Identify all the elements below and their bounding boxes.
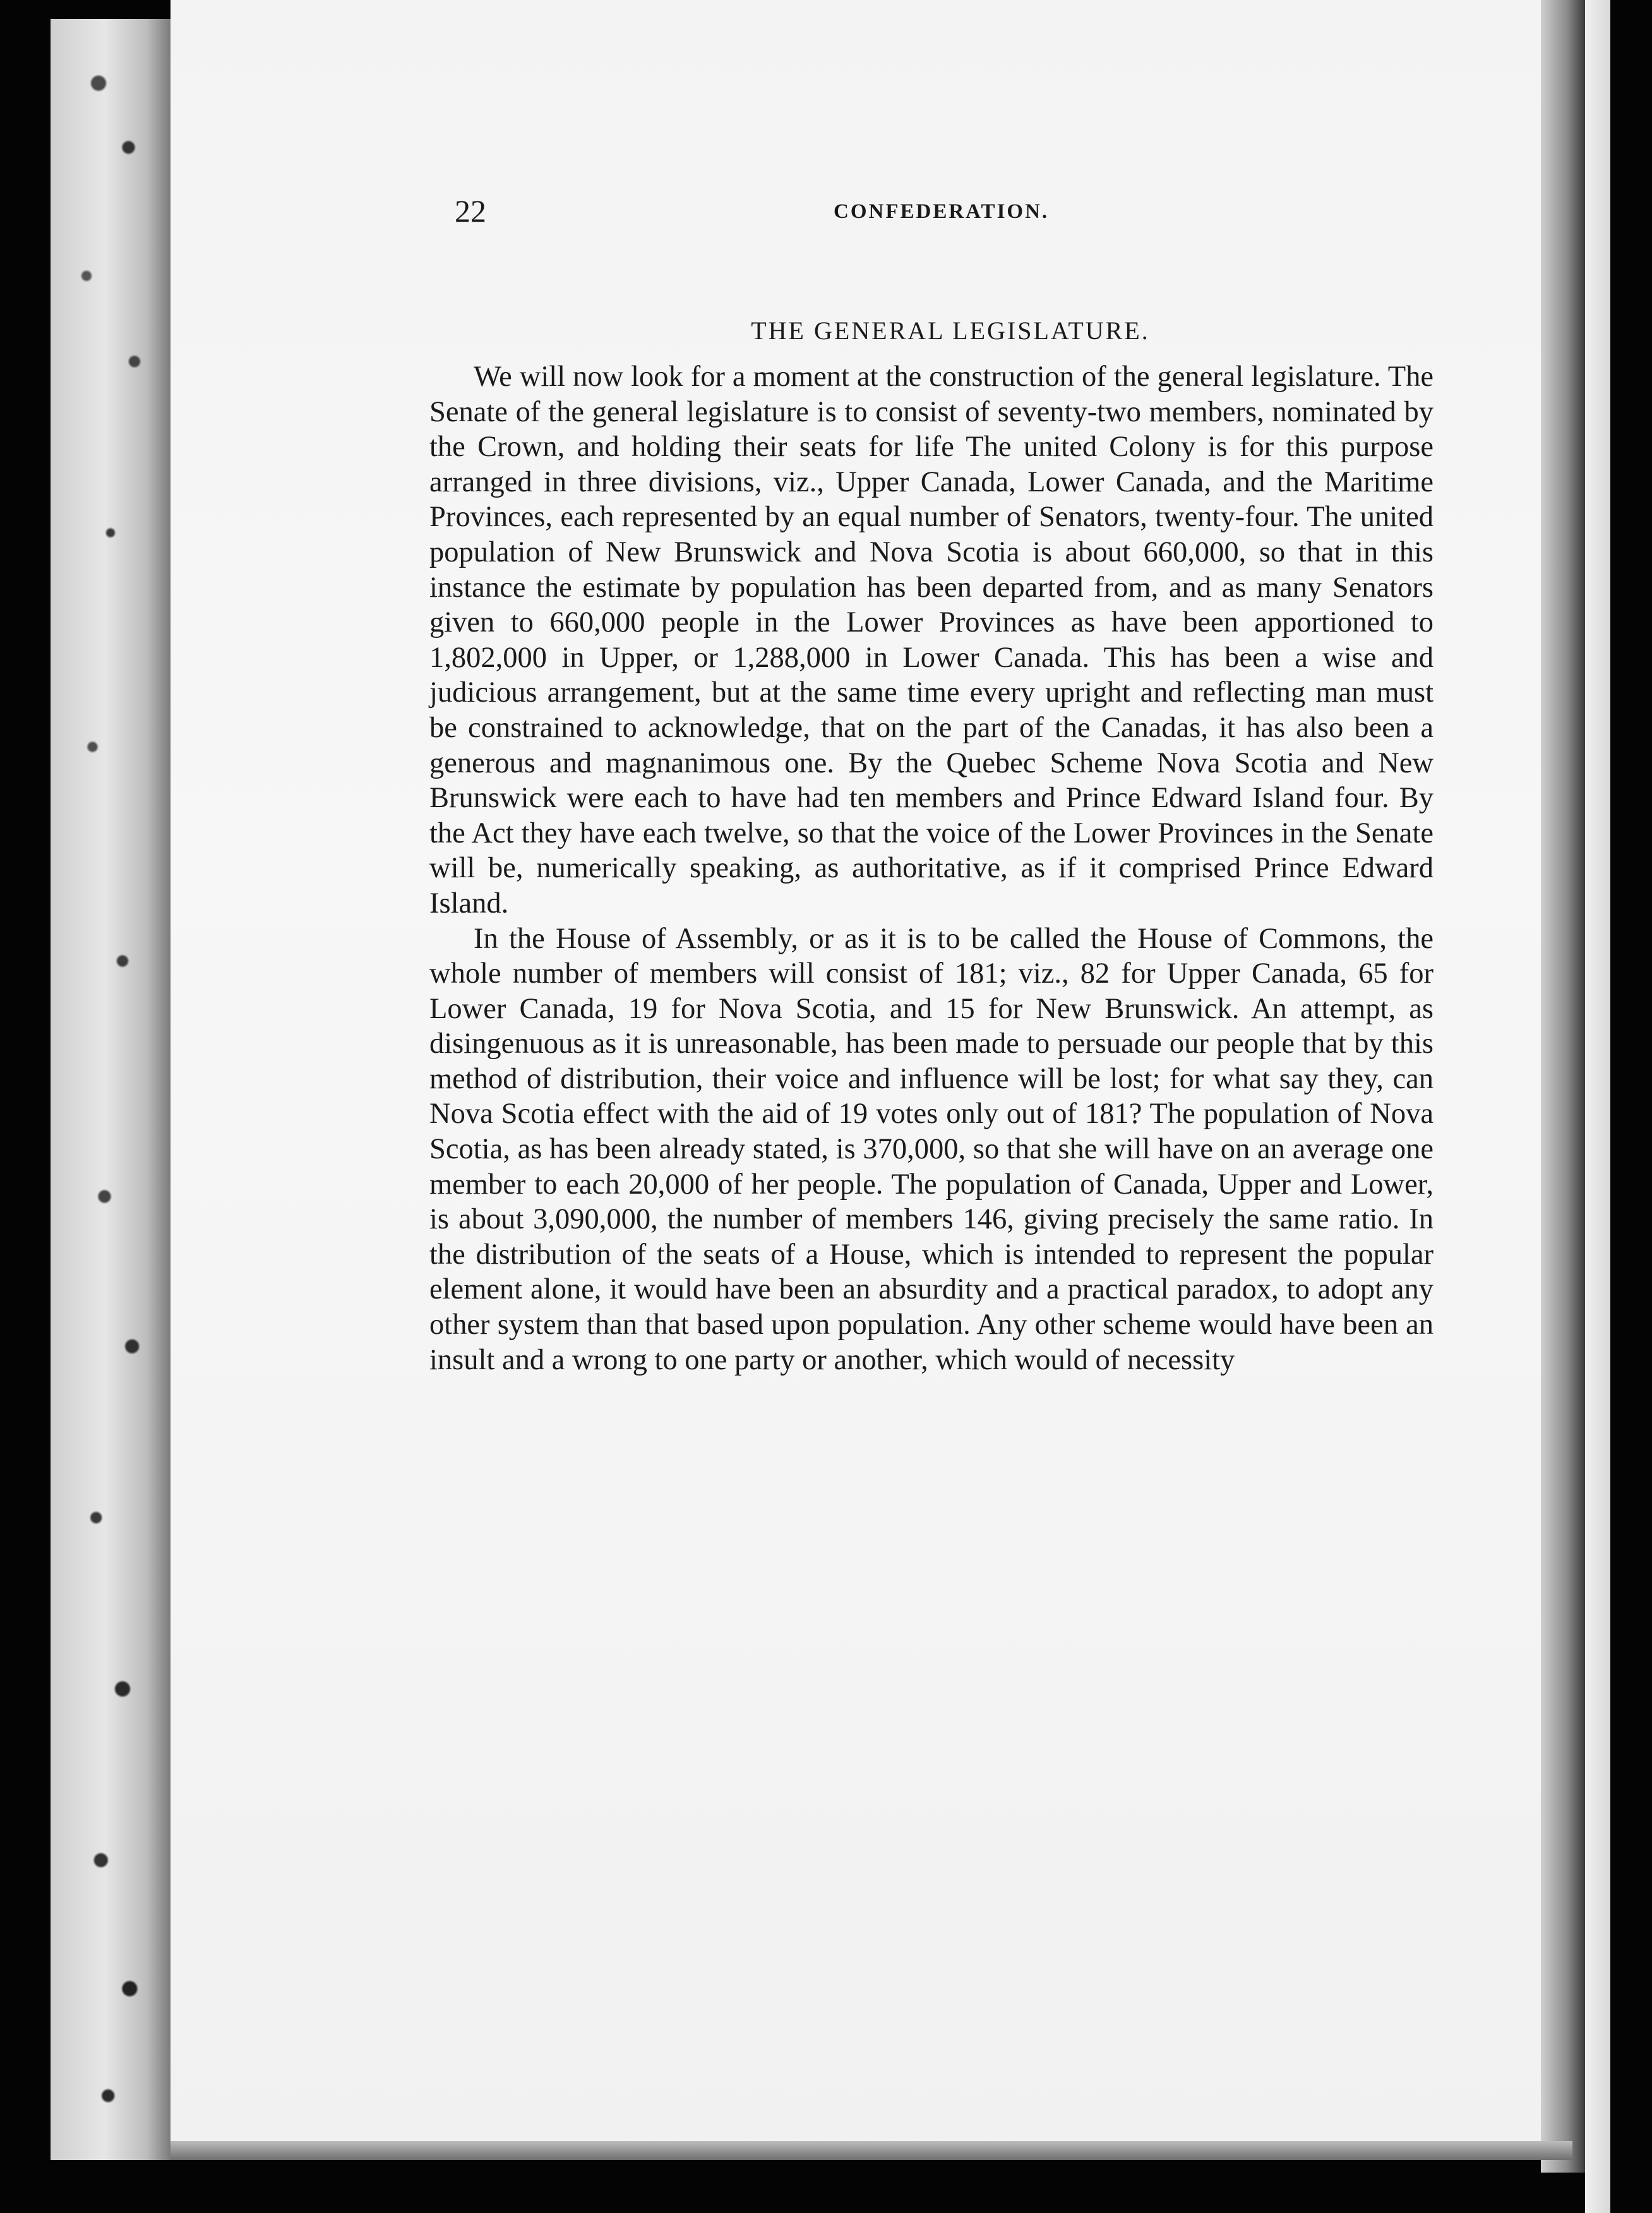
paragraph-house-of-commons: In the House of Assembly, or as it is to be called the House of Commons, the whole number of members will consist of 181; viz., 82 for Upper Canada, 65 for Lower Canada, 19 for Nova Scotia, and 15 for New Brunswick. An attempt, as disingenuous as it is unreasonable, has been made to persuade our people that by this method of distribution, their voice and influence will be lost; for what say they, can Nova Scotia effect with the aid of 19 votes only out of 181? The population of Nova Scotia, as has been already stated, is 370,000, so that she will have on an average one member to each 20,000 of her people. The population of Canada, Upper and Lower, is about 3,090,000, the number of members 146, giving precisely the same ratio. In the distribution of the seats of a House, which is intended to represent the popular element alone, it would have been an absurdity and a practical paradox, to adopt any other system than that based upon population. Any other scheme would have been an insult and a wrong to one party or another, which would of necessity bbox=[429, 922, 1434, 1376]
paragraph-senate: We will now look for a moment at the construction of the general legislature. The Senate of the general legislature is to consist of seventy-two members, nominated by the Crown, and holding their seats for life The united Colony is for this purpose arranged in three divisions, viz., Upper Canada, Lower Canada, and the Maritime Provinces, each represented by an equal number of Senators, twenty-four. The united population of New Brunswick and Nova Scotia is about 660,000, so that in this instance the estimate by population has been departed from, and as many Senators given to 660,000 people in the Lower Provinces as have been apportioned to 1,802,000 in Upper, or 1,288,000 in Lower Canada. This has been a wise and judicious arrangement, but at the same time every upright and reflecting man must be constrained to acknowledge, that on the part of the Canadas, it has also been a generous and magnanimous one. By the Quebec Scheme Nova Scotia and New Brunswick were each to have had ten members and Prince Edward Island four. By the Act they have each twelve, so that the voice of the Lower Provinces in the Senate will be, numerically speaking, as authoritative, as if it comprised Prince Edward Island. bbox=[429, 361, 1434, 920]
gutter-stains bbox=[51, 19, 171, 2160]
running-title: CONFEDERATION. bbox=[834, 200, 1050, 223]
page-fold-shadow bbox=[1541, 0, 1585, 2173]
running-head bbox=[455, 193, 1440, 243]
page-bottom-edge bbox=[171, 2141, 1572, 2160]
section-heading: THE GENERAL LEGISLATURE. bbox=[751, 316, 1150, 345]
page-text bbox=[429, 316, 1434, 1377]
page-number: 22 bbox=[455, 193, 486, 229]
facing-page-edge bbox=[1585, 0, 1610, 2213]
